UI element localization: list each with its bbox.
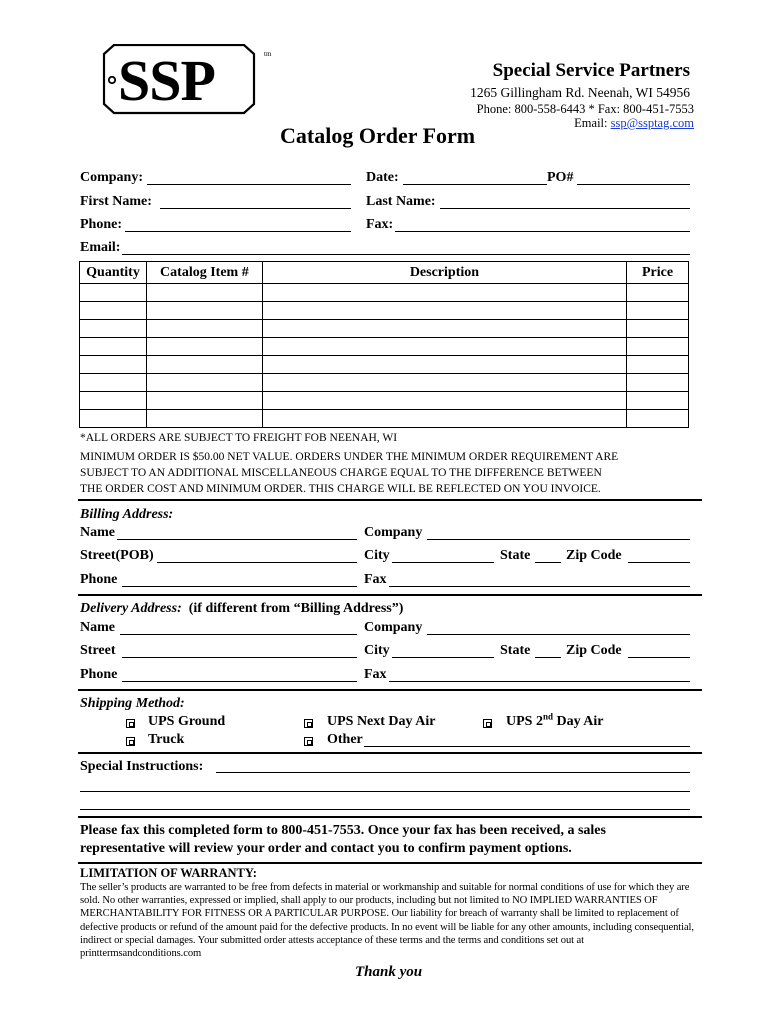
date-label: Date: [366,170,399,185]
description-cell[interactable] [262,410,626,428]
quantity-cell[interactable] [80,410,147,428]
billing-city-label: City [364,548,390,563]
quantity-cell[interactable] [80,320,147,338]
warranty-text: The seller’s products are warranted to be free from defects in material or workmanship and suitable for normal conditions of use for which they are sold. No other warranties, expressed or implied, shall apply to our products, including but not limited to NO IMPLIED WARRANTIES OF MERCHANTABILITY FOR FITNESS OR A PARTICULAR PURPOSE. Our liability for breach of warranty shall be limited to replacement of defective products or refund of the amount paid for the defective products. In no event will be liable for any other amounts, including consequential, indirect or special damages. Your submitted order attests acceptance of these terms and the terms and conditions set out at printtermsandconditions.com [80,882,694,960]
po-field[interactable] [577,184,690,185]
special-instructions-field-2[interactable] [80,791,690,792]
ssp-logo [98,44,278,116]
ups-ground-checkbox[interactable] [126,719,135,728]
other-checkbox[interactable] [304,737,313,746]
minimum-order-notice-1: MINIMUM ORDER IS $50.00 NET VALUE. ORDERS UNDER THE MINIMUM ORDER REQUIREMENT ARE [80,451,619,463]
quantity-cell[interactable] [80,338,147,356]
ups-next-day-checkbox[interactable] [304,719,313,728]
delivery-street-label: Street [80,643,116,658]
delivery-phone-label: Phone [80,667,118,682]
billing-name-label: Name [80,525,115,540]
price-cell[interactable] [627,302,689,320]
table-row [80,284,689,302]
table-header-row [80,262,689,284]
delivery-company-field[interactable] [427,634,690,635]
billing-fax-field[interactable] [389,586,690,587]
delivery-state-field[interactable] [535,657,561,658]
table-row [80,302,689,320]
catalog-item-cell[interactable] [146,302,262,320]
description-cell[interactable] [262,284,626,302]
truck-checkbox[interactable] [126,737,135,746]
billing-street-label: Street(POB) [80,548,154,563]
ups-next-day-label: UPS Next Day Air [327,714,436,729]
phone-label: Phone: [80,217,122,232]
divider [78,689,702,691]
divider [78,499,702,501]
price-cell[interactable] [627,392,689,410]
description-cell[interactable] [262,392,626,410]
divider [78,862,702,864]
first-name-label: First Name: [80,194,152,209]
ups-ground-label: UPS Ground [148,714,226,729]
price-cell[interactable] [627,284,689,302]
description-cell[interactable] [262,374,626,392]
company-field[interactable] [147,184,351,185]
divider [78,752,702,754]
delivery-note: (if different from “Billing Address”) [188,601,404,616]
table-row [80,338,689,356]
table-row [80,320,689,338]
catalog-item-cell[interactable] [146,338,262,356]
catalog-item-cell[interactable] [146,392,262,410]
billing-zip-field[interactable] [628,562,690,563]
email-label: Email: [574,116,611,130]
billing-name-field[interactable] [117,539,357,540]
quantity-header: Quantity [80,262,147,284]
phone-field[interactable] [125,231,351,232]
delivery-name-label: Name [80,620,115,635]
last-name-field[interactable] [440,208,690,209]
description-cell[interactable] [262,302,626,320]
description-cell[interactable] [262,356,626,374]
table-row [80,374,689,392]
billing-company-label: Company [364,525,423,540]
catalog-item-cell[interactable] [146,374,262,392]
delivery-name-field[interactable] [120,634,357,635]
form-title: Catalog Order Form [280,123,476,148]
quantity-cell[interactable] [80,284,147,302]
ups-2nd-day-checkbox[interactable] [483,719,492,728]
delivery-phone-field[interactable] [122,681,357,682]
delivery-zip-field[interactable] [628,657,690,658]
fax-instructions: Please fax this completed form to 800-451-7553. Once your fax has been received, a sales representative will review your order and contact you to confirm payment options. [80,823,606,856]
other-label: Other [327,732,363,747]
delivery-zip-label: Zip Code [566,643,622,658]
fax-label: Fax: [366,217,394,232]
company-phone-fax: Phone: 800-558-6443 * Fax: 800-451-7553 [476,102,694,116]
catalog-item-cell[interactable] [146,410,262,428]
catalog-item-header: Catalog Item # [146,262,262,284]
billing-city-field[interactable] [392,562,494,563]
billing-street-field[interactable] [157,562,357,563]
delivery-fax-label: Fax [364,667,387,682]
minimum-order-notice-3: THE ORDER COST AND MINIMUM ORDER. THIS CHARGE WILL BE REFLECTED ON YOU INVOICE. [80,483,601,495]
table-row [80,392,689,410]
thank-you: Thank you [355,964,423,980]
special-instructions-field-1[interactable] [216,772,690,773]
ups-2nd-day-label [506,711,604,730]
order-table [79,261,689,428]
divider [78,594,702,596]
ups-2nd-prefix: UPS 2 [506,714,543,729]
date-field[interactable] [403,184,547,185]
table-row [80,356,689,374]
price-cell[interactable] [627,320,689,338]
other-field[interactable] [364,746,690,747]
price-cell[interactable] [627,338,689,356]
company-name: Special Service Partners [492,60,690,81]
billing-heading: Billing Address: [80,507,174,522]
billing-state-field[interactable] [535,562,561,563]
table-row [80,410,689,428]
email-link[interactable]: ssp@ssptag.com [610,116,694,130]
quantity-cell[interactable] [80,356,147,374]
ups-2nd-sup: nd [542,711,553,722]
description-header: Description [262,262,626,284]
price-header: Price [627,262,689,284]
price-cell[interactable] [627,410,689,428]
billing-phone-field[interactable] [122,586,357,587]
email-field[interactable] [122,254,690,255]
delivery-city-label: City [364,643,390,658]
company-label: Company: [80,170,144,185]
billing-company-field[interactable] [427,539,690,540]
description-cell[interactable] [262,320,626,338]
billing-zip-label: Zip Code [566,548,622,563]
minimum-order-notice-2: SUBJECT TO AN ADDITIONAL MISCELLANEOUS CHARGE EQUAL TO THE DIFFERENCE BETWEEN [80,467,602,479]
logo-text: SSP [118,48,215,113]
billing-phone-label: Phone [80,572,118,587]
delivery-street-field[interactable] [122,657,357,658]
first-name-field[interactable] [160,208,351,209]
warranty-title: LIMITATION OF WARRANTY: [80,866,257,880]
po-label: PO# [547,170,574,185]
delivery-fax-field[interactable] [389,681,690,682]
email-field-label: Email: [80,240,121,255]
quantity-cell[interactable] [80,374,147,392]
quantity-cell[interactable] [80,302,147,320]
special-instructions-field-3[interactable] [80,809,690,810]
price-cell[interactable] [627,374,689,392]
description-cell[interactable] [262,338,626,356]
ups-2nd-suffix: Day Air [552,714,604,729]
delivery-city-field[interactable] [392,657,494,658]
delivery-company-label: Company [364,620,423,635]
last-name-label: Last Name: [366,194,436,209]
price-cell[interactable] [627,356,689,374]
catalog-item-cell[interactable] [146,320,262,338]
logo-tm: tm [264,50,272,58]
special-instructions-label: Special Instructions: [80,759,204,774]
delivery-state-label: State [500,643,531,658]
freight-notice: *ALL ORDERS ARE SUBJECT TO FREIGHT FOB NEENAH, WI [80,432,398,444]
catalog-item-cell[interactable] [146,284,262,302]
billing-state-label: State [500,548,531,563]
quantity-cell[interactable] [80,392,147,410]
catalog-item-cell[interactable] [146,356,262,374]
billing-fax-label: Fax [364,572,387,587]
divider [78,816,702,818]
company-address: 1265 Gillingham Rd. Neenah, WI 54956 [470,85,690,100]
truck-label: Truck [148,732,185,747]
shipping-heading: Shipping Method: [80,696,185,711]
delivery-heading-line [80,601,403,617]
delivery-heading: Delivery Address: [80,601,182,616]
fax-field[interactable] [395,231,690,232]
